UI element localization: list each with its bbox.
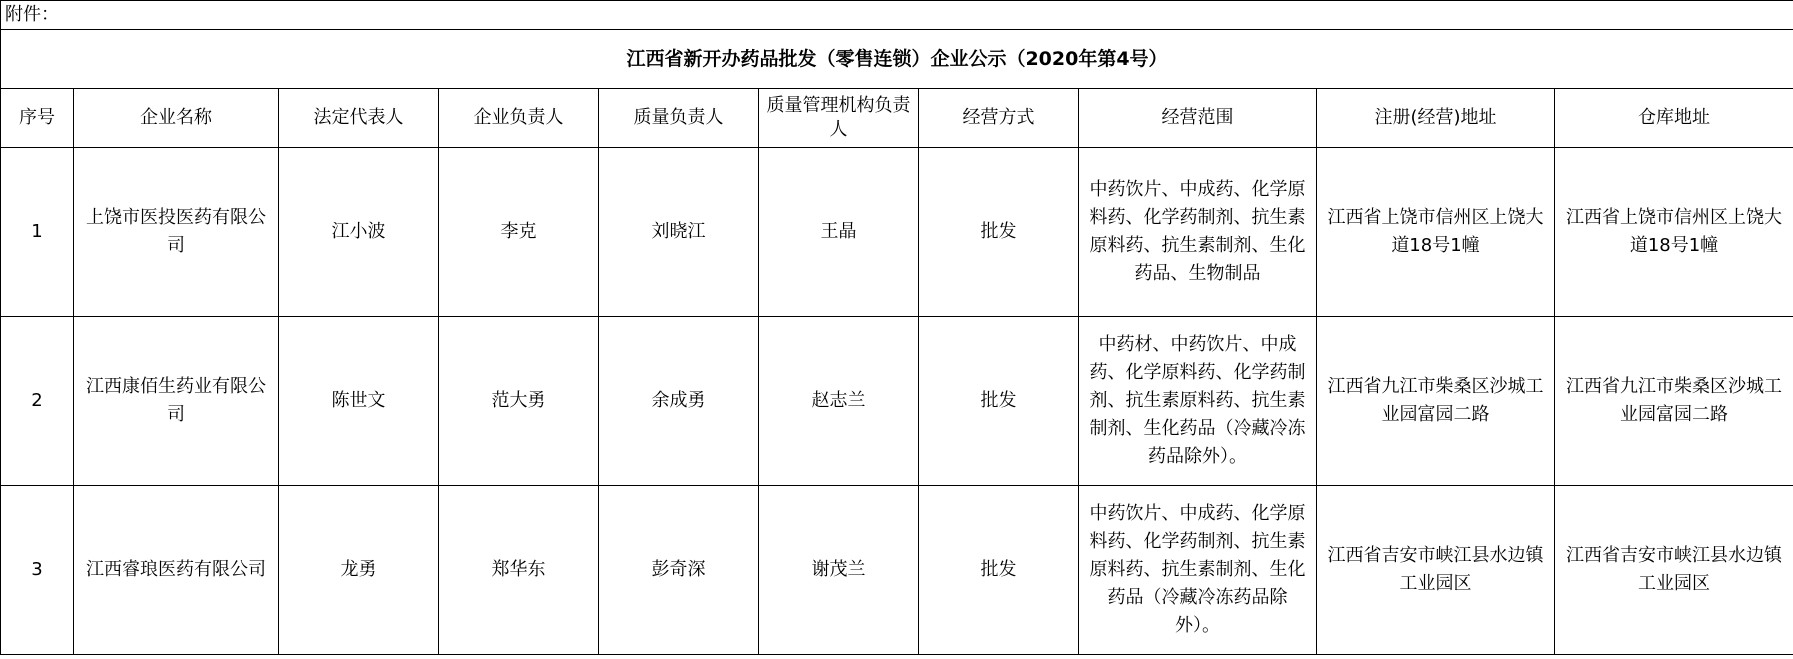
- cell-warehouse: 江西省上饶市信州区上饶大道18号1幢: [1555, 148, 1793, 317]
- header-cell-legal-rep: 法定代表人: [279, 89, 439, 148]
- title-row: [1, 30, 1793, 89]
- header-cell-mode: 经营方式: [919, 89, 1079, 148]
- header-cell-manager: 企业负责人: [439, 89, 599, 148]
- table-row: [1, 486, 1793, 655]
- cell-reg-address: 江西省吉安市峡江县水边镇工业园区: [1317, 486, 1555, 655]
- cell-legal-rep: 陈世文: [279, 317, 439, 486]
- header-cell-warehouse: 仓库地址: [1555, 89, 1793, 148]
- cell-warehouse: 江西省九江市柴桑区沙城工业园富园二路: [1555, 317, 1793, 486]
- header-cell-no: 序号: [1, 89, 74, 148]
- cell-mode: 批发: [919, 317, 1079, 486]
- cell-company: 上饶市医投医药有限公司: [74, 148, 279, 317]
- cell-mode: 批发: [919, 486, 1079, 655]
- header-cell-qa-dept-lead: 质量管理机构负责人: [759, 89, 919, 148]
- cell-reg-address: 江西省上饶市信州区上饶大道18号1幢: [1317, 148, 1555, 317]
- cell-scope: 中药饮片、中成药、化学原料药、化学药制剂、抗生素原料药、抗生素制剂、生化药品、生物制品: [1079, 148, 1317, 317]
- cell-qa-dept-lead: 赵志兰: [759, 317, 919, 486]
- cell-warehouse: 江西省吉安市峡江县水边镇工业园区: [1555, 486, 1793, 655]
- cell-no: 3: [1, 486, 74, 655]
- attachment-row: [1, 1, 1793, 30]
- cell-reg-address: 江西省九江市柴桑区沙城工业园富园二路: [1317, 317, 1555, 486]
- header-cell-company: 企业名称: [74, 89, 279, 148]
- cell-legal-rep: 龙勇: [279, 486, 439, 655]
- table-title: 江西省新开办药品批发（零售连锁）企业公示（2020年第4号）: [1, 30, 1793, 89]
- cell-mode: 批发: [919, 148, 1079, 317]
- header-row: [1, 89, 1793, 148]
- cell-qa-dept-lead: 王晶: [759, 148, 919, 317]
- header-cell-scope: 经营范围: [1079, 89, 1317, 148]
- table-row: [1, 317, 1793, 486]
- cell-manager: 范大勇: [439, 317, 599, 486]
- cell-scope: 中药饮片、中成药、化学原料药、化学药制剂、抗生素原料药、抗生素制剂、生化药品（冷藏冷冻药品除外）。: [1079, 486, 1317, 655]
- cell-manager: 郑华东: [439, 486, 599, 655]
- cell-qa-dept-lead: 谢茂兰: [759, 486, 919, 655]
- cell-quality-lead: 彭奇深: [599, 486, 759, 655]
- cell-quality-lead: 刘晓江: [599, 148, 759, 317]
- cell-no: 2: [1, 317, 74, 486]
- attachment-label: 附件：: [1, 1, 1793, 30]
- cell-quality-lead: 余成勇: [599, 317, 759, 486]
- cell-legal-rep: 江小波: [279, 148, 439, 317]
- cell-no: 1: [1, 148, 74, 317]
- cell-company: 江西睿琅医药有限公司: [74, 486, 279, 655]
- cell-scope: 中药材、中药饮片、中成药、化学原料药、化学药制剂、抗生素原料药、抗生素制剂、生化药品（冷藏冷冻药品除外）。: [1079, 317, 1317, 486]
- table-row: [1, 148, 1793, 317]
- header-cell-quality-lead: 质量负责人: [599, 89, 759, 148]
- header-cell-reg-address: 注册(经营)地址: [1317, 89, 1555, 148]
- cell-manager: 李克: [439, 148, 599, 317]
- cell-company: 江西康佰生药业有限公司: [74, 317, 279, 486]
